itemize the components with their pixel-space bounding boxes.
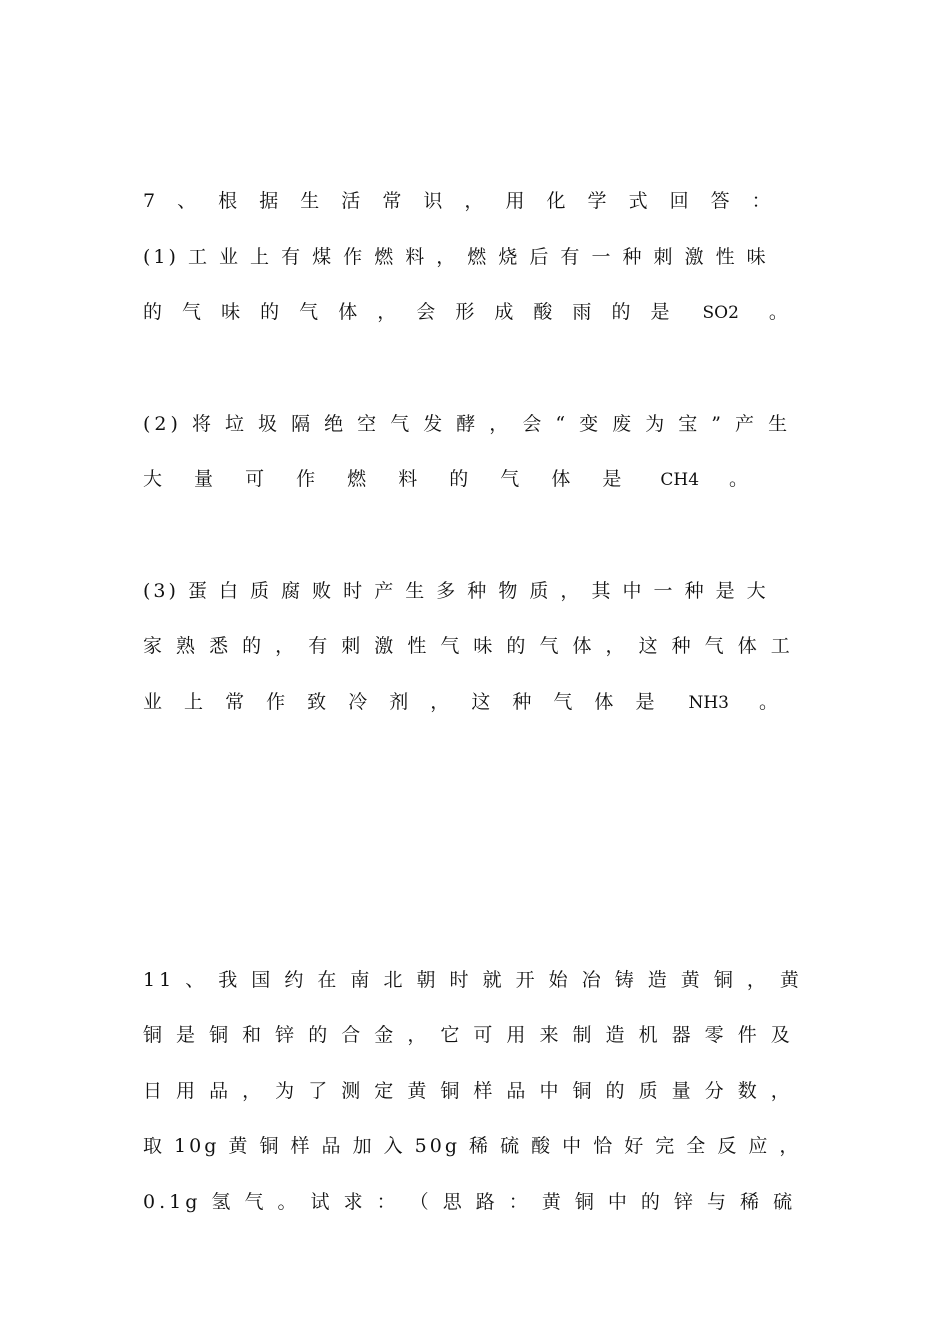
q7-part1-text: 的 气 味 的 气 体 ， 会 形 成 酸 雨 的 是 — [143, 301, 677, 323]
q7-part1-line1: (1) 工 业 上 有 煤 作 燃 料 ， 燃 烧 后 有 一 种 刺 激 性 味 — [143, 246, 769, 268]
q7-part1-end: 。 — [768, 301, 795, 323]
q7-part1-answer: SO2 — [702, 303, 739, 323]
q7-part3-answer: NH3 — [688, 693, 730, 713]
q7-part3-line2: 家 熟 悉 的 ， 有 刺 激 性 气 味 的 气 体 ， 这 种 气 体 工 — [143, 635, 794, 657]
q7-title: 7 、 根 据 生 活 常 识 ， 用 化 学 式 回 答 ： — [143, 190, 779, 212]
q7-part3-line3 — [143, 687, 808, 717]
q7-part3-line1: (3) 蛋 白 质 腐 败 时 产 生 多 种 物 质 ， 其 中 一 种 是 大 — [143, 580, 769, 602]
q11-line2: 铜 是 铜 和 锌 的 合 金 ， 它 可 用 来 制 造 机 器 零 件 及 — [143, 1024, 794, 1046]
q7-part3-text: 业 上 常 作 致 冷 剂 ， 这 种 气 体 是 — [143, 691, 663, 713]
q7-part1-line2 — [143, 297, 808, 327]
q11-line1: 11 、 我 国 约 在 南 北 朝 时 就 开 始 冶 铸 造 黄 铜 ， 黄 — [143, 969, 803, 991]
q7-part3-end: 。 — [759, 691, 787, 713]
q7-part2-line2 — [143, 464, 808, 494]
q7-part2-line1: (2) 将 垃 圾 隔 绝 空 气 发 酵 ， 会 “ 变 废 为 宝 ” 产 生 — [143, 413, 792, 435]
q7-part2-text: 大 量 可 作 燃 料 的 气 体 是 — [143, 468, 635, 490]
q7-part2-end: 。 — [729, 468, 762, 490]
q11-line4: 取 10g 黄 铜 样 品 加 入 50g 稀 硫 酸 中 恰 好 完 全 反 应 ， — [143, 1135, 802, 1157]
q7-part2-answer: CH4 — [660, 470, 700, 490]
q11-line3: 日 用 品 ， 为 了 测 定 黄 铜 样 品 中 铜 的 质 量 分 数 ， — [143, 1080, 794, 1102]
q11-line5: 0.1g 氢 气 。 试 求 ： （ 思 路 ： 黄 铜 中 的 锌 与 稀 硫 — [143, 1191, 797, 1213]
